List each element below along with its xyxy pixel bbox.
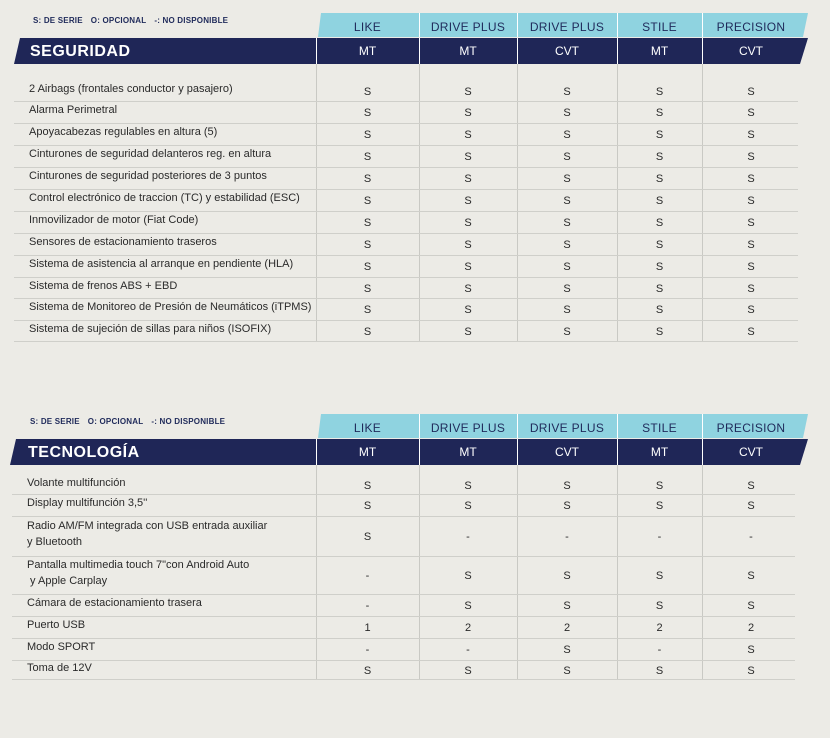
transmission-label: CVT [739,44,763,58]
spec-value: S [563,217,571,229]
spec-value: S [747,173,755,185]
spec-value: S [363,239,372,251]
legend [33,16,236,25]
spec-value: S [655,173,664,185]
feature-name [27,595,202,611]
spec-value: S [363,531,372,543]
spec-value: S [563,600,571,612]
trim-name: LIKE [353,20,382,34]
spec-value: S [464,664,472,677]
feature-line: Sistema de asistencia al arranque en pendiente (HLA) [29,258,294,270]
spec-value: S [563,479,571,492]
title-divider [617,38,618,64]
spec-value: S [464,600,472,612]
spec-value: S [464,325,472,338]
spec-value: S [363,304,372,316]
spec-value: S [363,195,372,207]
spec-value: S [655,500,664,512]
spec-value: S [747,151,755,163]
feature-name [27,660,92,676]
section-title: TECNOLOGÍA [28,444,140,461]
spec-value: S [464,479,472,492]
transmission-label: CVT [555,44,579,58]
section-title: SEGURIDAD [30,43,131,60]
spec-value: S [464,304,472,316]
spec-value: S [563,304,571,316]
feature-line: Pantalla multimedia touch 7"con Android Auto [27,559,250,571]
spec-value: S [363,479,372,492]
feature-line: Sistema de frenos ABS + EBD [29,279,178,292]
spec-value: - [466,644,470,656]
legend-na: -: NO DISPONIBLE [151,417,226,426]
title-divider [702,38,703,64]
feature-name [29,299,311,315]
spec-value: S [363,129,372,141]
feature-line: Display multifunción 3,5'' [27,497,148,509]
spec-value: S [747,644,755,656]
spec-value: S [563,151,571,163]
transmission-label: MT [358,445,377,459]
title-divider [316,439,317,465]
feature-line: Sistema de sujeción de sillas para niños (ISOFIX) [29,322,272,335]
spec-value: - [657,531,662,543]
spec-value: S [464,239,472,251]
spec-value: - [657,644,662,656]
title-divider [419,38,420,64]
feature-name [29,81,233,97]
trim-divider [517,414,518,438]
spec-value: S [655,664,664,677]
feature-name [27,518,267,550]
spec-value: - [565,531,569,543]
feature-line: Alarma Perimetral [29,104,118,116]
spec-value: S [363,261,372,273]
transmission-label: CVT [555,445,579,459]
spec-value: S [655,304,664,316]
feature-name [27,617,85,633]
legend-o: O: OPCIONAL [90,16,147,25]
spec-value: S [563,173,571,185]
spec-value: 2 [656,622,663,634]
feature-line: Radio AM/FM integrada con USB entrada auxiliar [27,520,268,532]
spec-value: 1 [364,622,371,634]
spec-value: S [563,129,571,141]
trim-divider [517,13,518,37]
spec-value: - [466,531,470,543]
trim-divider [419,414,420,438]
feature-name [29,124,217,140]
feature-line: Cámara de estacionamiento trasera [27,597,202,609]
legend [30,417,233,426]
spec-value: S [747,107,755,119]
title-divider [517,38,518,64]
spec-value: S [747,239,755,251]
spec-value: S [464,570,472,582]
transmission-label: MT [459,445,477,459]
spec-value: S [747,304,755,316]
spec-value: S [655,85,664,98]
spec-value: S [563,570,571,582]
trim-divider [702,13,703,37]
spec-value: S [464,151,472,163]
trim-name: DRIVE PLUS [529,20,605,34]
spec-value: S [747,129,755,141]
spec-value: 2 [747,622,755,634]
feature-line: y Bluetooth [27,536,83,548]
spec-value: S [655,107,664,119]
spec-value: S [747,570,755,582]
spec-value: S [563,195,571,207]
title-divider [419,439,420,465]
spec-value: S [464,261,472,273]
spec-value: S [655,479,664,492]
legend-s: S: DE SERIE [30,417,80,426]
title-divider [702,439,703,465]
transmission-label: MT [358,44,377,58]
feature-name [29,190,300,206]
spec-value: S [747,500,755,512]
spec-value: S [464,195,472,207]
spec-value: S [363,217,372,229]
spec-value: S [464,217,472,229]
feature-line: Sistema de Monitoreo de Presión de Neumáticos (iTPMS) [29,301,312,313]
transmission-label: MT [650,445,669,459]
spec-value: S [747,217,755,229]
spec-value: S [563,239,571,251]
spec-value: - [749,531,753,543]
spec-value: S [563,500,571,512]
spec-value: S [747,479,755,492]
spec-value: S [747,261,755,273]
transmission-label: MT [459,44,477,58]
trim-name: STILE [642,20,677,34]
feature-line: Puerto USB [27,619,86,631]
title-divider [517,439,518,465]
spec-value: S [363,500,372,512]
spec-value: 2 [464,622,472,634]
spec-value: S [655,261,664,273]
feature-name [27,557,249,589]
feature-line: Control electrónico de traccion (TC) y estabilidad (ESC) [29,192,300,204]
feature-name [29,234,217,250]
spec-value: S [363,664,372,677]
spec-value: S [464,282,472,295]
feature-name [29,256,293,272]
feature-name [27,495,147,511]
feature-name [29,278,177,294]
legend-o: O: OPCIONAL [87,417,144,426]
spec-value: S [655,217,664,229]
spec-value: S [563,325,571,338]
feature-line: Sensores de estacionamiento traseros [29,236,217,248]
feature-name [29,321,271,337]
spec-value: S [464,85,472,98]
feature-name [29,168,267,184]
trim-name: PRECISION [716,421,786,435]
trim-name: STILE [642,421,677,435]
title-divider [617,439,618,465]
feature-line: Cinturones de seguridad delanteros reg. en altura [29,148,272,160]
spec-value: S [363,282,372,295]
spec-value: S [363,107,372,119]
trim-name: PRECISION [716,20,786,34]
spec-value: S [655,570,664,582]
trim-name: DRIVE PLUS [529,421,605,435]
spec-value: S [747,85,755,98]
feature-line: Inmovilizador de motor (Fiat Code) [29,214,199,226]
spec-value: S [655,151,664,163]
spec-value: S [363,173,372,185]
feature-name [29,212,198,228]
spec-value: S [747,325,755,338]
spec-value: S [563,664,571,677]
spec-value: - [365,570,370,582]
trim-divider [617,414,618,438]
feature-line: y Apple Carplay [27,575,108,587]
spec-value: S [464,500,472,512]
spec-value: S [747,664,755,677]
spec-value: S [655,129,664,141]
trim-name: DRIVE PLUS [430,20,506,34]
spec-value: 2 [563,622,571,634]
spec-value: S [655,600,664,612]
spec-value: S [464,107,472,119]
legend-s: S: DE SERIE [33,16,83,25]
spec-value: S [363,85,372,98]
spec-value: S [655,325,664,338]
feature-line: Volante multifunción [27,476,126,489]
spec-value: S [655,195,664,207]
spec-value: S [655,282,664,295]
spec-value: - [365,644,370,656]
trim-name: LIKE [353,421,382,435]
spec-value: S [747,600,755,612]
spec-value: S [363,325,372,338]
title-divider [316,38,317,64]
feature-line: Toma de 12V [27,661,92,674]
feature-name [29,102,117,118]
feature-name [27,475,125,491]
transmission-label: CVT [739,445,763,459]
spec-value: - [365,600,370,612]
spec-value: S [563,282,571,295]
trim-divider [419,13,420,37]
spec-value: S [563,261,571,273]
spec-value: S [464,173,472,185]
spec-value: S [655,239,664,251]
spec-value: S [563,85,571,98]
feature-name [27,639,95,655]
spec-value: S [363,151,372,163]
spec-value: S [747,195,755,207]
spec-value: S [464,129,472,141]
trim-divider [617,13,618,37]
transmission-label: MT [650,44,669,58]
spec-value: S [747,282,755,295]
feature-line: 2 Airbags (frontales conductor y pasajero) [29,82,233,95]
feature-line: Apoyacabezas regulables en altura (5) [29,126,218,138]
trim-name: DRIVE PLUS [430,421,506,435]
legend-na: -: NO DISPONIBLE [154,16,229,25]
spec-value: S [563,644,571,656]
trim-divider [702,414,703,438]
spec-value: S [563,107,571,119]
feature-line: Cinturones de seguridad posteriores de 3 puntos [29,170,267,182]
feature-name [29,146,271,162]
feature-line: Modo SPORT [27,641,96,653]
